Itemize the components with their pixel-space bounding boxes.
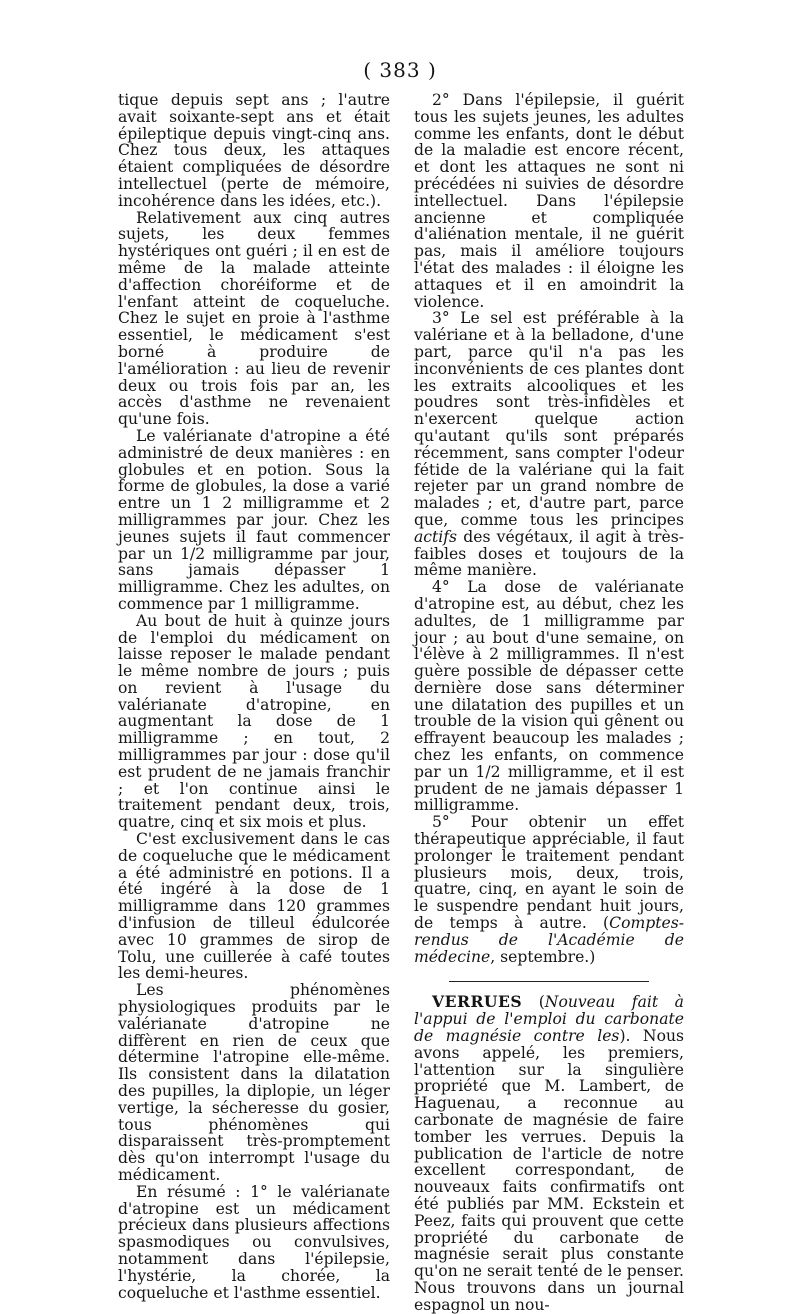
page-number: ( 383 ): [363, 58, 437, 82]
left-column: [118, 92, 390, 1301]
right-column: [414, 92, 684, 1314]
paragraph: Relativement aux cinq autres sujets, les deux femmes hystériques ont guéri ; il en est de même de la malade atteinte d'affection choréiforme et de l'enfant atteint de coqueluche. Chez le sujet en proie à l'asthme essentiel, le médicament s'est borné à produire de l'amélioration : au lieu de revenir deux ou trois fois par an, les accès d'asthme ne revenaient qu'une fois.: [118, 208, 390, 429]
paragraph-text: des végétaux, il agit à très-faibles doses et toujours de la même manière.: [414, 527, 684, 580]
paragraph-text: 3° Le sel est préférable à la valériane et à la belladone, d'une part, parce qu'il n'a pas les inconvénients de ces plantes dont les extraits alcooliques et les poudres sont très-infidèles et n'exercent quelque action qu'autant qu'ils sont préparés récemment, sans compter l'odeur fétide de la valériane qui la fait rejeter par un grand nombre de malades ; et, d'autre part, parce que, comme tous les principes: [414, 309, 684, 529]
paragraph-text: , septembre.): [490, 947, 596, 966]
paragraph-text: (: [522, 993, 545, 1012]
article-headword: VERRUES: [432, 992, 523, 1012]
paragraph: [414, 310, 684, 579]
paragraph: Au bout de huit à quinze jours de l'emploi du médicament on laisse reposer le malade pendant le même nombre de jours ; puis on revient à l'usage du valérianate d'atropine, en augmentant la dose de 1 milligramme ; en tout, 2 milligrammes par jour : dose qu'il est prudent de ne jamais franchir ; et l'on continue ainsi le traitement pendant deux, trois, quatre, cinq et six mois et plus.: [118, 611, 390, 832]
paragraph: Le valérianate d'atropine a été administré de deux manières : en globules et en potion. Sous la forme de globules, la dose a varié entre un 1 2 milligramme et 2 milligrammes par jour. Chez les jeunes sujets il faut commencer par un 1/2 milligramme par jour, sans jamais dépasser 1 milligramme. Chez les adultes, on commence par 1 milligramme.: [118, 426, 390, 613]
paragraph: 2° Dans l'épilepsie, il guérit tous les sujets jeunes, les adultes comme les enfants, dont le début de la maladie est encore récent, et dont les attaques ne sont ni précédées ni suivies de désordre intellectuel. Dans l'épilepsie ancienne et compliquée d'aliénation mentale, il ne guérit pas, mais il améliore toujours l'état des malades : il éloigne les attaques et il en amoindrit la violence.: [414, 91, 684, 311]
paragraph: [414, 814, 684, 965]
paragraph-text: 5° Pour obtenir un effet thérapeutique appréciable, il faut prolonger le traitement pendant plusieurs mois, deux, trois, quatre, cinq, en ayant le soin de le suspendre pendant huit jours, de temps à autre. (: [414, 813, 684, 933]
paragraph: C'est exclusivement dans le cas de coqueluche que le médicament a été administré en potions. Il a été ingéré à la dose de 1 milligramme dans 120 grammes d'infusion de tilleul édulcorée avec 10 grammes de sirop de Tolu, une cuillerée à café toutes les demi-heures.: [118, 830, 390, 983]
paragraph: En résumé : 1° le valérianate d'atropine est un médicament précieux dans plusieurs affections spasmodiques ou convulsives, notamment dans l'épilepsie, l'hystérie, la chorée, la coqueluche et l'asthme essentiel.: [118, 1182, 390, 1302]
article-paragraph: [414, 994, 684, 1313]
section-divider: [449, 981, 649, 982]
source-citation: Comptes-rendus de l'Académie de médecine: [414, 914, 684, 966]
paragraph: 4° La dose de valérianate d'atropine est, au début, chez les adultes, de 1 milligramme par jour ; au bout d'une semaine, on l'élève à 2 milligrammes. Il n'est guère possible de dépasser cette dernière dose sans déterminer une dilatation des pupilles et un trouble de la vision qui gênent ou effrayent beaucoup les malades ; chez les enfants, on commence par un 1/2 milligramme, et il est prudent de ne jamais dépasser 1 milligramme.: [414, 578, 684, 815]
paragraph-text: ). Nous avons appelé, les premiers, l'attention sur la singulière propriété que M. Lambert, de Haguenau, a reconnue au carbonate de magnésie de faire tomber les verrues. Depuis la publication de l'article de notre excellent correspondant, de nouveaux faits confirmatifs ont été publiés par MM. Eckstein et Peez, faits qui prouvent que cette propriété du carbonate de magnésie serait plus constante qu'on ne serait tenté de le penser. Nous trouvons dans un journal espagnol un nou-: [414, 1027, 685, 1314]
italic-term: actifs: [414, 527, 458, 546]
paragraph-continued: tique depuis sept ans ; l'autre avait soixante-sept ans et était épileptique depuis vingt-cinq ans. Chez tous deux, les attaques étaient compliquées de désordre intellectuel (perte de mémoire, incohérence dans les idées, etc.).: [118, 91, 390, 210]
article-subtitle: Nouveau fait à l'appui de l'emploi du carbonate de magnésie contre les: [414, 993, 684, 1046]
paragraph: Les phénomènes physiologiques produits par le valérianate d'atropine ne diffèrent en rien de ceux que détermine l'atropine elle-même. Ils consistent dans la dilatation des pupilles, la diplopie, un léger vertige, la sécheresse du gosier, tous phénomènes qui disparaissent très-promptement dès qu'on interrompt l'usage du médicament.: [118, 981, 390, 1184]
